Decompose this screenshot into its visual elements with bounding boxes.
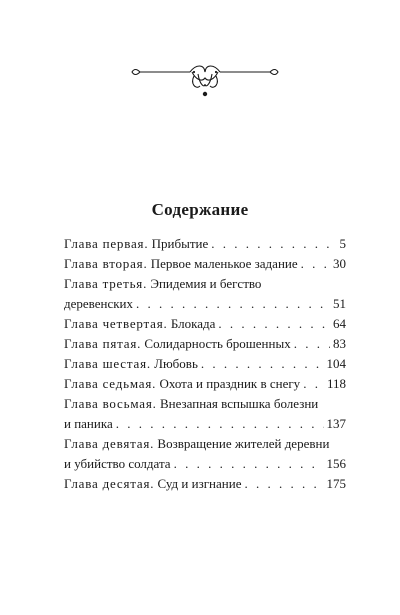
toc-entry[interactable] [64, 394, 346, 434]
dot-leader [218, 314, 330, 334]
dot-leader [136, 294, 330, 314]
dot-leader [303, 374, 324, 394]
chapter-title: Солидарность брошенных [144, 336, 291, 351]
chapter-label: Глава шестая. [64, 356, 151, 371]
chapter-label: Глава третья. [64, 276, 148, 291]
page-number: 5 [339, 236, 346, 251]
page-number: 118 [326, 376, 346, 391]
chapter-title: Блокада [170, 316, 216, 331]
page-number: 30 [333, 256, 346, 271]
chapter-title: Охота и праздник в снегу [159, 376, 301, 391]
dot-leader [201, 354, 324, 374]
toc-entry[interactable] [64, 374, 346, 394]
toc-entry[interactable] [64, 274, 346, 314]
page-number: 156 [326, 456, 346, 471]
toc-entry-label [64, 314, 215, 334]
chapter-title: Прибытие [151, 236, 209, 251]
toc-entry-label [64, 234, 208, 254]
page-number: 175 [326, 476, 346, 491]
toc-entry[interactable] [64, 474, 346, 494]
toc-entry-label [64, 354, 198, 374]
chapter-label: Глава десятая. [64, 476, 155, 491]
chapter-title: Возвращение жителей деревни [157, 436, 330, 451]
toc-entry[interactable] [64, 254, 346, 274]
chapter-title: Первое маленькое задание [150, 256, 298, 271]
page-number: 104 [326, 356, 346, 371]
dot-leader [211, 234, 336, 254]
page-number: 137 [326, 416, 346, 431]
chapter-label: Глава девятая. [64, 436, 155, 451]
page-number: 51 [333, 296, 346, 311]
chapter-title: Суд и изгнание [157, 476, 242, 491]
toc-entry-label [64, 474, 241, 494]
toc-entry[interactable] [64, 334, 346, 354]
page-number: 83 [333, 336, 346, 351]
chapter-label: Глава вторая. [64, 256, 148, 271]
page-title: Содержание [151, 200, 249, 219]
dot-leader [174, 454, 324, 474]
toc-entry[interactable] [64, 234, 346, 254]
dot-leader [301, 254, 330, 274]
chapter-label: Глава седьмая. [64, 376, 157, 391]
dot-leader [294, 334, 330, 354]
chapter-label: Глава первая. [64, 236, 149, 251]
toc-entry-label [64, 334, 291, 354]
chapter-label: Глава пятая. [64, 336, 142, 351]
dot-leader [244, 474, 323, 494]
toc-entry[interactable] [64, 354, 346, 374]
table-of-contents [64, 234, 346, 494]
toc-entry[interactable] [64, 314, 346, 334]
chapter-title: Внезапная вспышка болезни [159, 396, 319, 411]
chapter-title: Эпидемия и бегство [150, 276, 262, 291]
chapter-title-continued: деревенских [64, 296, 133, 311]
flourish-ornament-icon [130, 60, 280, 110]
chapter-title-continued: и паника [64, 416, 113, 431]
chapter-title-continued: и убийство солдата [64, 456, 171, 471]
page-number: 64 [333, 316, 346, 331]
dot-leader [116, 414, 324, 434]
chapter-title: Любовь [154, 356, 198, 371]
toc-entry[interactable] [64, 434, 346, 474]
chapter-label: Глава четвертая. [64, 316, 168, 331]
toc-entry-label [64, 254, 298, 274]
chapter-label: Глава восьмая. [64, 396, 157, 411]
toc-entry-label [64, 434, 329, 454]
toc-entry-label [64, 274, 261, 294]
toc-entry-label [64, 394, 318, 414]
toc-entry-label [64, 374, 300, 394]
